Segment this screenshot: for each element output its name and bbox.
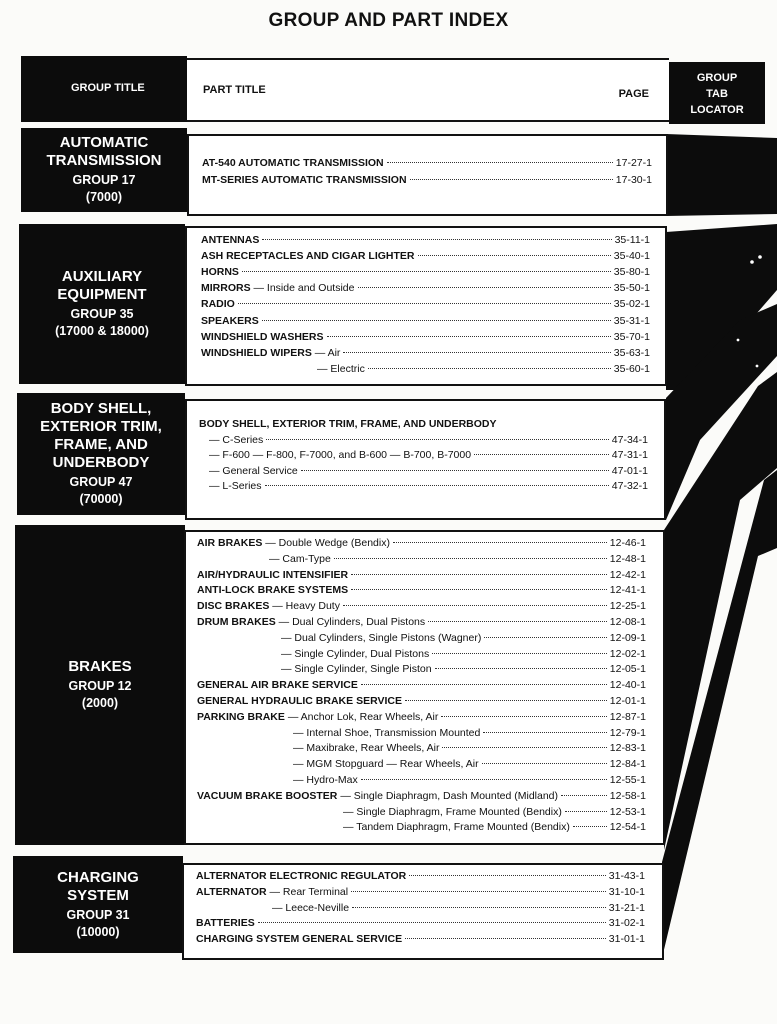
part-title-bold: PARKING BRAKE (197, 710, 285, 723)
part-title-bold: BODY SHELL, EXTERIOR TRIM, FRAME, AND UNDERBODY (199, 418, 497, 430)
part-title-detail: — Hydro-Max (293, 774, 358, 786)
part-entry (196, 917, 645, 929)
part-title-bold: GENERAL HYDRAULIC BRAKE SERVICE (197, 695, 402, 707)
group-block-brakes (15, 525, 185, 845)
part-entry (197, 711, 646, 723)
dot-leader (343, 352, 610, 353)
header-page-label: PAGE (618, 88, 649, 100)
part-entry (196, 933, 645, 945)
dot-leader (238, 303, 611, 304)
part-entry (197, 790, 646, 802)
part-title-bold: ANTENNAS (201, 234, 260, 246)
part-entry (293, 727, 646, 739)
part-entry (209, 434, 648, 446)
part-title-bold: BATTERIES (196, 917, 255, 930)
group-code: (17000 & 18000) (55, 324, 149, 338)
part-title-detail: — Maxibrake, Rear Wheels, Air (293, 742, 440, 755)
header-group-title-label: GROUP TITLE (71, 82, 145, 94)
header-tab-line2: TAB (706, 88, 728, 100)
part-title-bold: MT-SERIES AUTOMATIC TRANSMISSION (202, 174, 407, 186)
page-number: 31-21-1 (608, 901, 645, 914)
page-number: 35-63-1 (613, 346, 650, 359)
dot-leader (432, 653, 607, 654)
dot-leader (351, 891, 606, 892)
page-number: 12-54-1 (609, 821, 646, 834)
part-entry (201, 298, 650, 310)
part-title-detail: — Leece-Neville (272, 901, 350, 914)
page-number: 17-30-1 (615, 174, 652, 186)
part-entry (201, 266, 650, 278)
part-title-bold: AIR/HYDRAULIC INTENSIFIER (197, 568, 349, 581)
page-number: 35-11-1 (614, 234, 650, 246)
page-number: 35-70-1 (613, 330, 650, 343)
page-number: 35-50-1 (613, 282, 650, 295)
part-entry (196, 870, 645, 882)
part-title-bold: ASH RECEPTACLES AND CIGAR LIGHTER (201, 250, 415, 263)
dot-leader (474, 454, 609, 455)
part-title-bold: DISC BRAKES (197, 600, 270, 613)
part-entry (201, 331, 650, 343)
part-entry (202, 157, 652, 169)
dot-leader (484, 637, 606, 638)
group-name-line: EQUIPMENT (57, 286, 147, 303)
page-number: 12-58-1 (609, 789, 646, 802)
part-title-detail: — Internal Shoe, Transmission Mounted (293, 726, 481, 739)
dot-leader (358, 287, 611, 288)
part-entry (197, 695, 646, 707)
part-title-bold: MIRRORS (201, 282, 251, 295)
part-title-detail: — Double Wedge (Bendix) (262, 537, 390, 549)
dot-leader (262, 239, 611, 240)
dot-leader (343, 605, 607, 606)
part-entry (201, 315, 650, 327)
part-title-detail: — Single Diaphragm, Frame Mounted (Bendix) (343, 805, 562, 818)
part-title-detail: — F-600 — F-800, F-7000, and B-600 — B-700, B-7000 (209, 449, 472, 461)
dot-leader (482, 763, 607, 764)
dot-leader (393, 542, 607, 543)
page-number: 31-01-1 (608, 933, 645, 946)
part-entry (317, 363, 650, 375)
page-number: 35-60-1 (613, 362, 650, 375)
part-entry (343, 806, 646, 818)
group-code: (2000) (81, 696, 119, 710)
dot-leader (441, 716, 606, 717)
page-number: 12-84-1 (609, 758, 646, 771)
group-number: GROUP 12 (68, 679, 132, 693)
part-entry (293, 742, 646, 754)
part-title-bold: CHARGING SYSTEM GENERAL SERVICE (196, 933, 403, 946)
page-number: 47-32-1 (611, 480, 648, 492)
dot-leader (573, 826, 607, 827)
part-title-bold: VACUUM BRAKE BOOSTER (197, 789, 338, 802)
dot-leader (565, 811, 607, 812)
part-title-detail: — Tandem Diaphragm, Frame Mounted (Bendix) (343, 821, 570, 834)
part-title-detail: — Single Cylinder, Single Piston (281, 663, 432, 676)
group-number: GROUP 31 (66, 907, 130, 922)
dot-leader (361, 779, 607, 780)
dot-leader (368, 368, 611, 369)
page-number: 12-42-1 (609, 568, 646, 581)
dot-leader (242, 271, 611, 272)
part-title-bold: DRUM BRAKES (197, 616, 276, 628)
part-entry (196, 886, 645, 898)
group-name-line: UNDERBODY (52, 454, 150, 471)
part-title-detail: — Single Cylinder, Dual Pistons (281, 647, 430, 660)
group-name-line: TRANSMISSION (46, 152, 162, 169)
page-number: 12-40-1 (609, 679, 646, 692)
page-number: 12-41-1 (609, 584, 646, 597)
dot-leader (262, 320, 611, 321)
group-number: GROUP 47 (69, 475, 133, 489)
part-entry (201, 234, 650, 246)
part-title-bold: GENERAL AIR BRAKE SERVICE (197, 679, 358, 692)
group-name-line: AUTOMATIC (59, 134, 149, 151)
part-entry (293, 774, 646, 786)
part-entry (272, 902, 645, 914)
part-title-bold: ANTI-LOCK BRAKE SYSTEMS (197, 584, 349, 597)
dot-leader (361, 684, 607, 685)
part-title-detail: — Dual Cylinders, Single Pistons (Wagner) (281, 631, 482, 644)
page-number: 35-80-1 (613, 266, 650, 279)
page-number: 47-01-1 (611, 464, 648, 477)
dot-leader (258, 922, 606, 923)
group-code: (10000) (76, 924, 120, 939)
part-entry (209, 480, 648, 492)
group-block-charging (13, 856, 183, 953)
part-title-detail: — Anchor Lok, Rear Wheels, Air (284, 710, 439, 723)
part-title-bold: HORNS (201, 266, 239, 279)
dot-leader (561, 795, 607, 796)
page-number: 12-01-1 (609, 695, 646, 707)
group-name-line: CHARGING (57, 868, 139, 886)
dot-leader (387, 162, 613, 163)
part-entry (197, 537, 646, 549)
group-name-line: AUXILIARY (61, 268, 143, 285)
group-block-body (17, 393, 185, 515)
page-number: 12-08-1 (609, 616, 646, 628)
part-entry (281, 648, 646, 660)
page-number: 12-83-1 (609, 742, 646, 755)
page-number: 12-79-1 (609, 726, 646, 739)
dot-leader (351, 589, 607, 590)
header-part-title (187, 58, 669, 122)
page-number: 31-02-1 (608, 917, 645, 930)
part-entry (269, 553, 646, 565)
part-entry (281, 663, 646, 675)
part-entry (209, 465, 648, 477)
page-title: GROUP AND PART INDEX (268, 10, 509, 31)
dot-leader (428, 621, 607, 622)
part-title-detail: — General Service (209, 464, 298, 477)
page-number: 12-48-1 (609, 552, 646, 565)
page-number: 35-40-1 (613, 250, 650, 263)
header-part-title-label: PART TITLE (203, 84, 266, 96)
part-entry (293, 758, 646, 770)
page-number: 31-43-1 (608, 870, 645, 882)
dot-leader (410, 179, 613, 180)
dot-leader (409, 875, 606, 876)
part-entry (201, 347, 650, 359)
group-name-line: BODY SHELL, (50, 400, 152, 417)
dot-leader (435, 668, 607, 669)
part-title-bold: SPEAKERS (201, 314, 259, 327)
part-title-detail: — Dual Cylinders, Dual Pistons (275, 616, 426, 628)
part-entry (201, 250, 650, 262)
dot-leader (352, 907, 606, 908)
part-title-detail: — Rear Terminal (266, 885, 349, 898)
page-number: 12-09-1 (609, 631, 646, 644)
page-number: 12-55-1 (609, 774, 646, 786)
group-number: GROUP 35 (70, 307, 134, 321)
page-number: 12-53-1 (609, 805, 646, 818)
part-title-detail: — L-Series (209, 480, 262, 492)
dot-leader (334, 558, 607, 559)
part-entry (197, 600, 646, 612)
part-entry (197, 569, 646, 581)
dot-leader (265, 485, 609, 486)
part-title-detail: — Air (311, 346, 341, 359)
page-number: 17-27-1 (615, 157, 652, 169)
page-number: 47-31-1 (611, 449, 648, 461)
tab-shape-transmission (666, 134, 777, 216)
part-entry (209, 449, 648, 461)
part-title-bold: AT-540 AUTOMATIC TRANSMISSION (202, 157, 384, 169)
dot-leader (405, 938, 606, 939)
part-entry (197, 679, 646, 691)
group-code: (70000) (79, 492, 123, 506)
page-number: 12-25-1 (609, 600, 646, 613)
part-title-bold: ALTERNATOR (196, 885, 267, 898)
group-block-auxiliary (19, 224, 185, 384)
page-number: 12-02-1 (609, 647, 646, 660)
page-number: 35-31-1 (613, 314, 650, 327)
part-title-detail: — Cam-Type (269, 552, 331, 565)
header-group-title (21, 56, 187, 122)
header-tab-line1: GROUP (696, 72, 738, 84)
part-entry (197, 616, 646, 628)
header-tab-locator (669, 62, 765, 124)
group-code: (7000) (85, 190, 123, 204)
page-number: 35-02-1 (613, 298, 650, 311)
page-number: 12-46-1 (609, 537, 646, 549)
dot-leader (483, 732, 606, 733)
part-entry (201, 282, 650, 294)
dot-leader (442, 747, 606, 748)
dot-leader (301, 470, 609, 471)
part-entry (281, 632, 646, 644)
header-tab-line3: LOCATOR (690, 104, 744, 116)
group-name-line: EXTERIOR TRIM, (40, 418, 162, 435)
dot-leader (418, 255, 611, 256)
group-name-line: BRAKES (68, 658, 132, 675)
dot-leader (327, 336, 611, 337)
part-title-detail: — Single Diaphragm, Dash Mounted (Midland) (337, 789, 559, 802)
dot-leader (351, 574, 607, 575)
part-title-detail: — MGM Stopguard — Rear Wheels, Air (293, 758, 479, 771)
dot-leader (405, 700, 607, 701)
group-number: GROUP 17 (72, 173, 136, 187)
part-title-bold: WINDSHIELD WIPERS (201, 346, 312, 359)
page-number: 12-87-1 (609, 710, 646, 723)
group-name-line: FRAME, AND (54, 436, 148, 453)
dot-leader (266, 439, 609, 440)
group-block-transmission (21, 128, 187, 212)
part-title-detail: — C-Series (209, 433, 264, 446)
part-title-bold: AIR BRAKES (197, 537, 263, 549)
page-number: 12-05-1 (609, 663, 646, 676)
part-entry (197, 584, 646, 596)
part-title-detail: — Inside and Outside (250, 282, 355, 295)
part-entry (343, 821, 646, 833)
page-number: 31-10-1 (608, 885, 645, 898)
part-title-bold: ALTERNATOR ELECTRONIC REGULATOR (196, 870, 407, 882)
part-title-bold: WINDSHIELD WASHERS (201, 330, 324, 343)
part-entry (199, 418, 648, 430)
part-entry (202, 174, 652, 186)
part-title-detail: — Heavy Duty (269, 600, 340, 613)
page-number: 47-34-1 (611, 433, 648, 446)
part-title-bold: RADIO (201, 298, 235, 311)
group-name-line: SYSTEM (67, 886, 129, 904)
part-title-detail: — Electric (317, 362, 365, 375)
